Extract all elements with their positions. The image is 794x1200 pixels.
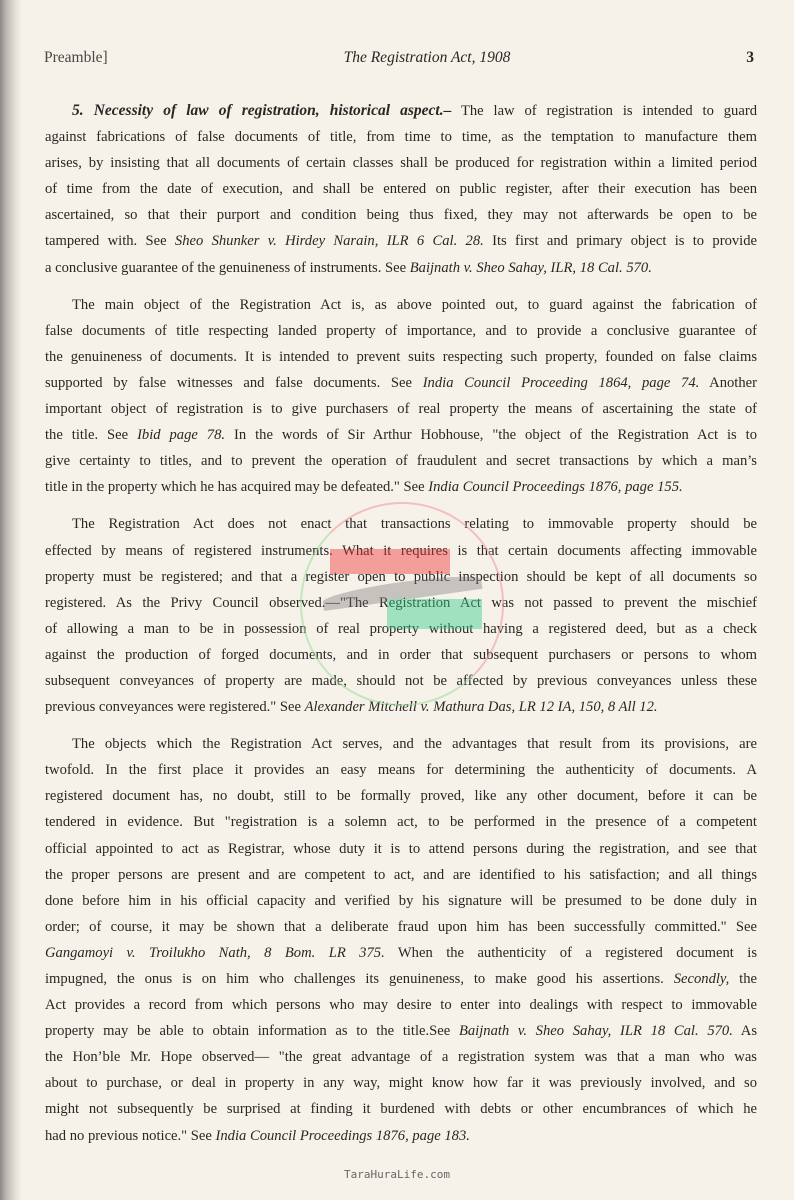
citation-text: Sheo Shunker v. Hirdey Narain, ILR 6 Cal. 28. (174, 233, 484, 250)
body-text: In the words of Sir Arthur Hobhouse, "the object of the Registration Act is to (225, 427, 757, 444)
paragraph (45, 511, 757, 720)
text-line (45, 228, 757, 254)
text-line (45, 448, 757, 474)
text-line (45, 344, 757, 370)
text-line (45, 836, 757, 862)
section-label: Preamble] (44, 49, 108, 66)
text-line (45, 255, 757, 281)
body-text: Another (699, 374, 757, 391)
body-text: property may be able to obtain information as to the title.See (45, 1023, 459, 1040)
text-line (45, 966, 757, 992)
text-line (45, 370, 757, 396)
text-line (45, 474, 757, 500)
body-text: registered document has, no doubt, still to be formally proved, like any other document, before it can be (45, 788, 757, 805)
text-line (45, 590, 757, 616)
citation-text: Ibid page 78. (137, 427, 226, 444)
body-text: might not subsequently be surprised at finding it burdened with debts or other encumbrances of which he (45, 1101, 757, 1118)
body-text: supported by false witnesses and false documents. See (45, 374, 423, 391)
book-title: The Registration Act, 1908 (343, 49, 511, 66)
text-line (45, 564, 757, 590)
body-text: When the authenticity of a registered document is (384, 944, 757, 961)
body-text: impugned, the onus is on him who challenges its genuineness, to make good his assertions. (45, 971, 674, 987)
text-line (45, 888, 757, 914)
text-line (45, 694, 757, 720)
body-text: of allowing a man to be in possession of real property without having a registered deed, but as a check (45, 620, 757, 637)
body-text: title in the property which he has acquired may be defeated." See (45, 479, 429, 496)
text-line (45, 98, 757, 124)
body-text: the title. See (45, 427, 138, 444)
text-line (45, 422, 757, 448)
text-line (45, 1070, 757, 1096)
body-text: the Hon’ble Mr. Hope observed— "the great advantage of a registration system was that a man who was (45, 1049, 757, 1066)
body-text: property must be registered; and that a register open to public inspection should be kept of all documents so (45, 568, 757, 585)
body-text: arises, by insisting that all documents of certain classes shall be produced for registration within a limited period (45, 155, 757, 172)
text-line (45, 1044, 757, 1070)
text-line (45, 124, 757, 150)
body-text: false documents of title respecting landed property of importance, and to provide a conclusive guarantee of (45, 322, 757, 339)
text-line (45, 176, 757, 202)
body-text: about to purchase, or deal in property in any way, might know how far it was previously involved, and so (45, 1075, 757, 1092)
text-line (45, 731, 757, 757)
text-line (45, 511, 757, 537)
citation-text: Baijnath v. Sheo Sahay, ILR 18 Cal. 570. (458, 1023, 733, 1040)
body-text: against the production of forged documents, and in order that subsequent purchasers or persons to whom (45, 646, 757, 663)
body-text: The law of registration is intended to guard (451, 103, 757, 119)
body-text: effected by means of registered instruments. What it requires is that certain documents affecting immovable (45, 542, 757, 559)
citation-text: India Council Proceeding 1864, page 74. (422, 374, 700, 391)
body-text: official appointed to act as Registrar, whose duty it is to attend persons during the registration, and see that (45, 840, 757, 857)
text-line (45, 396, 757, 422)
body-text: previous conveyances were registered." See (45, 699, 305, 716)
citation-text: Alexander Mitchell v. Mathura Das, LR 12 IA, 150, 8 All 12. (304, 699, 658, 716)
body-text: the genuineness of documents. It is intended to prevent suits respecting such property, founded on false claims (45, 348, 757, 365)
body-text: give certainty to titles, and to prevent the operation of fraudulent and secret transactions by which a man’s (45, 453, 757, 470)
body-text: important object of registration is to give purchasers of real property the means of ascertaining the state of (45, 401, 757, 418)
body-text: had no previous notice." See (45, 1127, 216, 1144)
body-text: done before him in his official capacity and verified by his signature will be presumed to be done duly in (45, 892, 757, 909)
body-text: The main object of the Registration Act is, as above pointed out, to guard against the fabrication of (72, 296, 757, 313)
text-line (45, 202, 757, 228)
text-line (45, 538, 757, 564)
paragraph (45, 98, 757, 281)
body-text: tendered in evidence. But "registration is a solemn act, to be performed in the presence of a competent (45, 814, 757, 831)
body-text: the (729, 971, 757, 987)
citation-text: Secondly, (673, 971, 730, 987)
text-line (45, 668, 757, 694)
body-text: tampered with. See (45, 233, 175, 250)
running-header (44, 49, 756, 71)
body-text: subsequent conveyances of property are made, should not be affected by previous conveyances unless these (45, 672, 757, 689)
body-text: against fabrications of false documents of title, from time to time, as the temptation to manufacture them (45, 129, 757, 146)
text-line (45, 1096, 757, 1122)
body-text: a conclusive guarantee of the genuineness of instruments. See (45, 259, 410, 276)
body-text: registered. As the Privy Council observed.—"The Registration Act was not passed to prevent the mischief (45, 594, 757, 611)
page-binding-shadow (0, 0, 22, 1200)
body-text: ascertained, so that their purport and condition being thus fixed, they may not afterwards be open to be (45, 207, 757, 224)
citation-text: India Council Proceedings 1876, page 183. (215, 1127, 470, 1144)
citation-text: Baijnath v. Sheo Sahay, ILR, 18 Cal. 570. (409, 259, 652, 276)
paragraph (45, 731, 757, 1149)
document-body (45, 98, 757, 1160)
text-line (45, 809, 757, 835)
body-text: twofold. In the first place it provides an easy means for determining the authenticity of documents. A (45, 762, 757, 779)
page-number: 3 (746, 49, 754, 66)
paragraph (45, 292, 757, 501)
text-line (45, 757, 757, 783)
text-line (45, 292, 757, 318)
text-line (45, 642, 757, 668)
text-line (45, 862, 757, 888)
body-text: Act provides a record from which persons who may desire to enter into dealings with respect to immovable (45, 997, 757, 1014)
body-text: the proper persons are present and are competent to act, and are identified to his satisfaction; and all things (45, 866, 757, 883)
text-line (45, 992, 757, 1018)
body-text: order; of course, it may be shown that a deliberate fraud upon him has been successfully committed." See (45, 918, 757, 935)
text-line (45, 1018, 757, 1044)
text-line (45, 616, 757, 642)
text-line (45, 150, 757, 176)
text-line (45, 1123, 757, 1149)
citation-text: Gangamoyi v. Troilukho Nath, 8 Bom. LR 375. (45, 944, 385, 961)
citation-text: India Council Proceedings 1876, page 155. (428, 479, 683, 496)
text-line (45, 940, 757, 966)
text-line (45, 914, 757, 940)
text-line (45, 783, 757, 809)
watermark-text: TaraHuraLife.com (344, 1168, 450, 1181)
body-text: Its first and primary object is to provide (483, 233, 757, 250)
body-text: The Registration Act does not enact that transactions relating to immovable property should be (72, 516, 757, 533)
section-heading: 5. Necessity of law of registration, historical aspect.– (72, 102, 452, 119)
text-line (45, 318, 757, 344)
body-text: The objects which the Registration Act serves, and the advantages that result from its provisions, are (72, 736, 757, 753)
body-text: of time from the date of execution, and shall be entered on public register, after their execution has been (45, 181, 757, 198)
body-text: As (732, 1023, 757, 1040)
